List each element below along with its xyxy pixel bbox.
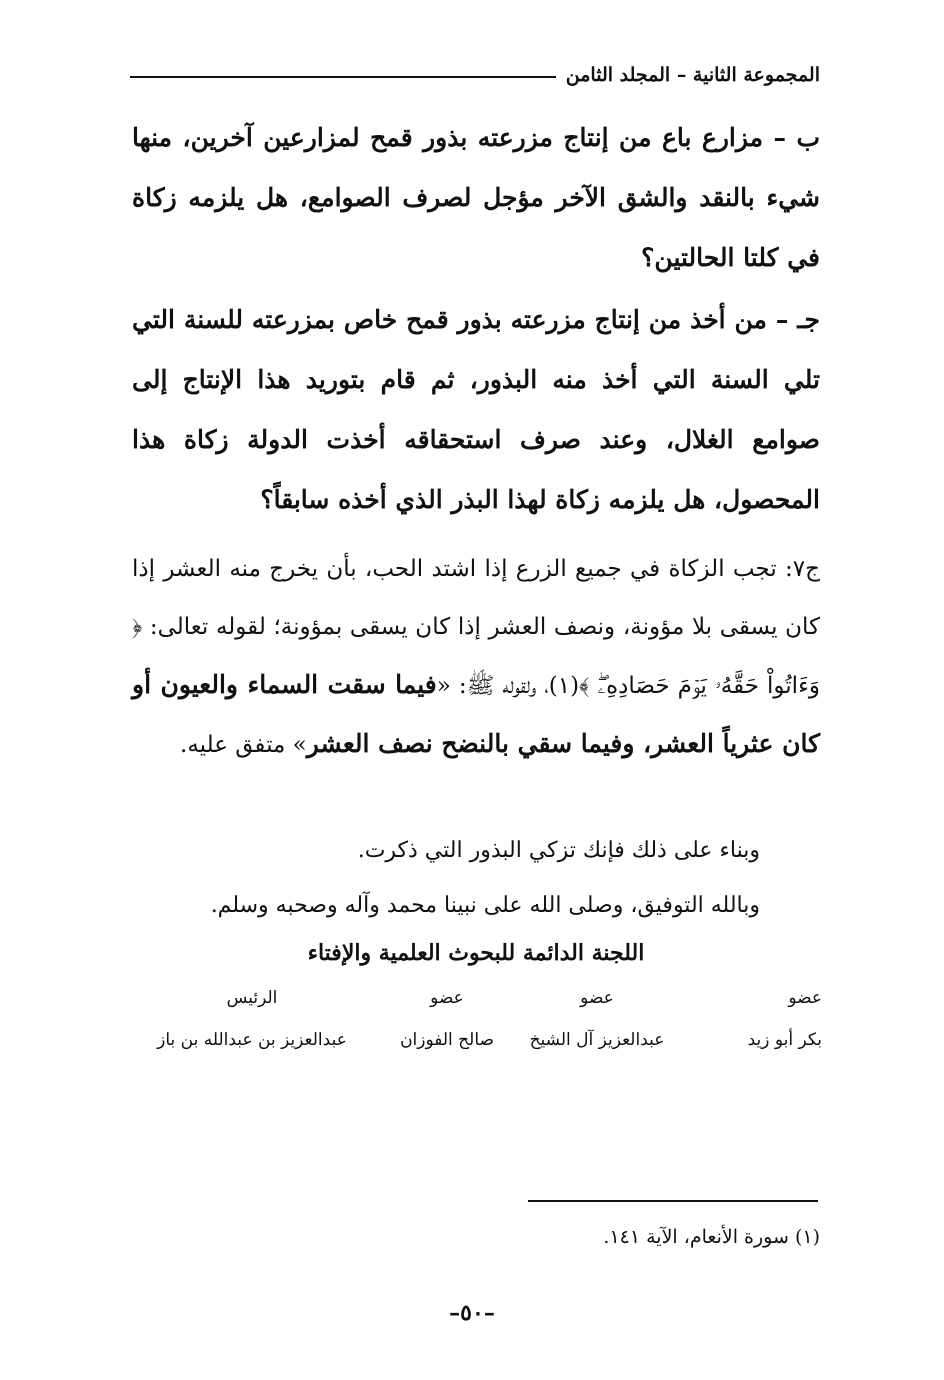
signatory-name: بكر أبو زيد <box>747 1030 822 1050</box>
closing-line-2: وبالله التوفيق، وصلى الله على نبينا محمد وآله وصحبه وسلم. <box>210 893 760 918</box>
header-rule <box>130 76 556 78</box>
signatory-name: صالح الفوزان <box>400 1030 494 1050</box>
answer-text-part2: » متفق عليه. <box>180 732 307 758</box>
signatory-titles <box>132 988 822 1008</box>
signatory-name: عبدالعزيز بن عبدالله بن باز <box>157 1030 347 1050</box>
signatory-title: عضو <box>788 988 822 1008</box>
signatory-names <box>132 1030 822 1050</box>
page-number: –٥٠– <box>449 1300 495 1326</box>
signatory-title: الرئيس <box>226 988 278 1008</box>
answer-text-part1: ج٧: تجب الزكاة في جميع الزرع إذا اشتد الحب، بأن يخرج منه العشر إذا كان يسقى بلا مؤونة، ونصف العشر إذا كان يسقى بمؤونة؛ لقوله تعالى: ﴿ وَءَاتُواْ حَقَّهُۥ يَوۡمَ حَصَادِهِۦۖ ﴾(١)، ولقوله ﷺ: « <box>132 556 820 699</box>
answer-paragraph <box>132 540 820 774</box>
header-title: المجموعة الثانية – المجلد الثامن <box>565 64 820 86</box>
closing-line-1: وبناء على ذلك فإنك تزكي البذور التي ذكرت. <box>357 838 760 863</box>
question-c: جـ – من أخذ من إنتاج مزرعته بذور قمح خاص بمزرعته للسنة التي تلي السنة التي أخذ منه البذور، ثم قام بتوريد هذا الإنتاج إلى صوامع الغلال، وعند صرف استحقاقه أخذت الدولة زكاة هذا المحصول، هل يلزمه زكاة لهذا البذر الذي أخذه سابقاً؟ <box>132 305 820 514</box>
running-header <box>130 60 820 90</box>
committee-name: اللجنة الدائمة للبحوث العلمية والإفتاء <box>307 940 645 966</box>
signatory-title: عضو <box>580 988 614 1008</box>
question-b: ب – مزارع باع من إنتاج مزرعته بذور قمح لمزارعين آخرين، منها شيء بالنقد والشق الآخر مؤجل لصرف الصوامع، هل يلزمه زكاة في كلتا الحالتين؟ <box>132 123 820 272</box>
footnote: (١) سورة الأنعام، الآية ١٤١. <box>603 1226 820 1248</box>
signatory-name: عبدالعزيز آل الشيخ <box>529 1030 665 1050</box>
signatory-title: عضو <box>430 988 464 1008</box>
footnote-rule <box>528 1200 818 1202</box>
hadith-quote: فيما سقت السماء والعيون أو كان عثرياً العشر، وفيما سقي بالنضح نصف العشر <box>132 670 820 758</box>
